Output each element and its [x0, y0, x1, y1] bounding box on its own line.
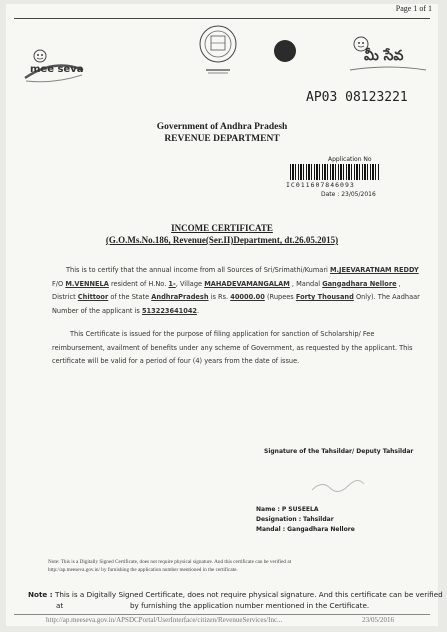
meeseva-telugu-text: మీ సేవ [364, 48, 404, 64]
footer-url: http://ap.meeseva.gov.in/APSDCPortal/UserInterface/citizen/RevenueServices/Inc... [46, 616, 283, 624]
certificate-number: AP03 08123221 [306, 90, 408, 105]
signer-name-label: Name : [256, 506, 280, 513]
income-amount: 40000.00 [230, 293, 265, 301]
body-text-11: the applicant is [89, 306, 140, 315]
footer-date: 23/05/2016 [362, 616, 394, 624]
ap-emblem [198, 22, 238, 76]
note-large-line1 [28, 590, 443, 599]
signer-name-value: P SUSEELA [281, 506, 319, 513]
certificate-title: INCOME CERTIFICATE [171, 223, 273, 233]
certificate-page [6, 4, 443, 626]
body-text-8: is Rs. [210, 293, 229, 301]
mandal-name: Gangadhara Nellore [322, 279, 397, 288]
income-amount-words: Forty Thousand [295, 293, 354, 301]
signature-title: Signature of the Tahsildar/ Deputy Tahsildar [264, 448, 414, 455]
note-small-line1: Note: This is a Digitally Signed Certificate, does not require physical signature. And this certificate can be verified at [48, 559, 292, 565]
body-text-7: of the State [110, 293, 150, 301]
application-number: IC011607846093 [286, 181, 355, 189]
body-text-9: (Rupees [266, 293, 294, 301]
application-label: Application No [328, 156, 372, 163]
body-text-1: This is to certify that the annual income from all Sources of Sri/Srimathi/Kumari [66, 266, 328, 274]
note-large-line2: by furnishing the application number mentioned in the Certificate. [130, 601, 370, 610]
date-label: Date : [321, 191, 340, 198]
designation-value: Tahsildar [303, 516, 334, 523]
signer-designation [256, 516, 334, 523]
body-text-3: resident of H.No. [110, 279, 167, 288]
signer-mandal-label: Mandal : [256, 526, 286, 533]
footer-rule [14, 614, 430, 615]
meeseva-logo [22, 48, 86, 86]
designation-label: Designation : [256, 516, 302, 523]
aadhaar-number: 513223641042 [141, 306, 198, 315]
signature-stamp [308, 476, 368, 498]
emblem-icon [198, 22, 238, 76]
application-barcode [290, 164, 380, 180]
signer-name [256, 506, 318, 513]
father-name: M.VENNELA [65, 279, 109, 288]
date-value: 23/05/2016 [341, 191, 376, 198]
note-large-at: at [56, 601, 64, 610]
state-name: AndhraPradesh [151, 293, 209, 301]
signer-mandal [256, 526, 355, 533]
note-large-text1: This is a Digitally Signed Certificate, does not require physical signature. And this certificate can be verified [54, 590, 443, 599]
note-label: Note : [28, 590, 53, 599]
meeseva-logo-text: mee seva [30, 64, 84, 75]
meeseva-telugu-logo [346, 34, 430, 76]
top-rule [14, 18, 430, 19]
photo-placeholder [274, 40, 296, 62]
income-statement: This is to certify that the annual income from all Sources of Sri/Srimathi/Kumari M.JEEVARATNAM REDDY F/O M.VENNELA resident of H.No. 1-, Village MAHADEVAMANGALAM , Mandal Gangadhara Nellore , District Chittoor of the State AndhraPradesh is Rs. 40000.00 (Rupees Forty Thousand Only). The Aadhaar Number of the applicant is 513223641042. [52, 266, 420, 315]
applicant-name: M.JEEVARATNAM REDDY [329, 266, 419, 274]
body-text-5: , Mandal [291, 279, 321, 288]
department-heading: REVENUE DEPARTMENT [164, 134, 280, 144]
signature-scribble-icon [308, 476, 368, 498]
go-reference: (G.O.Ms.No.186, Revenue(Ser.II)Department, dt.26.05.2015) [105, 235, 339, 245]
body-text-4: , Village [175, 279, 203, 288]
village-name: MAHADEVAMANGALAM [204, 279, 290, 288]
page-label: Page 1 of 1 [395, 4, 432, 13]
purpose-paragraph: This Certificate is issued for the purpose of filing application for sanction of Scholarship/ Fee reimbursement, availment of benefits under any scheme of Government, as requested by the applicant. This certificate will be valid for a period of four (4) years from the date of issue. [52, 330, 413, 365]
body-text-2: F/O [52, 279, 64, 288]
application-date [321, 191, 376, 198]
district-name: Chittoor [77, 293, 109, 301]
house-number: 1- [168, 279, 176, 288]
government-heading: Government of Andhra Pradesh [156, 122, 288, 132]
body-text-6: , District [52, 279, 401, 301]
signer-mandal-value: Gangadhara Nellore [287, 526, 355, 533]
body-text-10: Only). The Aadhaar Number of [52, 293, 420, 315]
note-small-line2: http://ap.meeseva.gov.in/ by furnishing the application number mentioned in the certificate. [48, 567, 238, 573]
